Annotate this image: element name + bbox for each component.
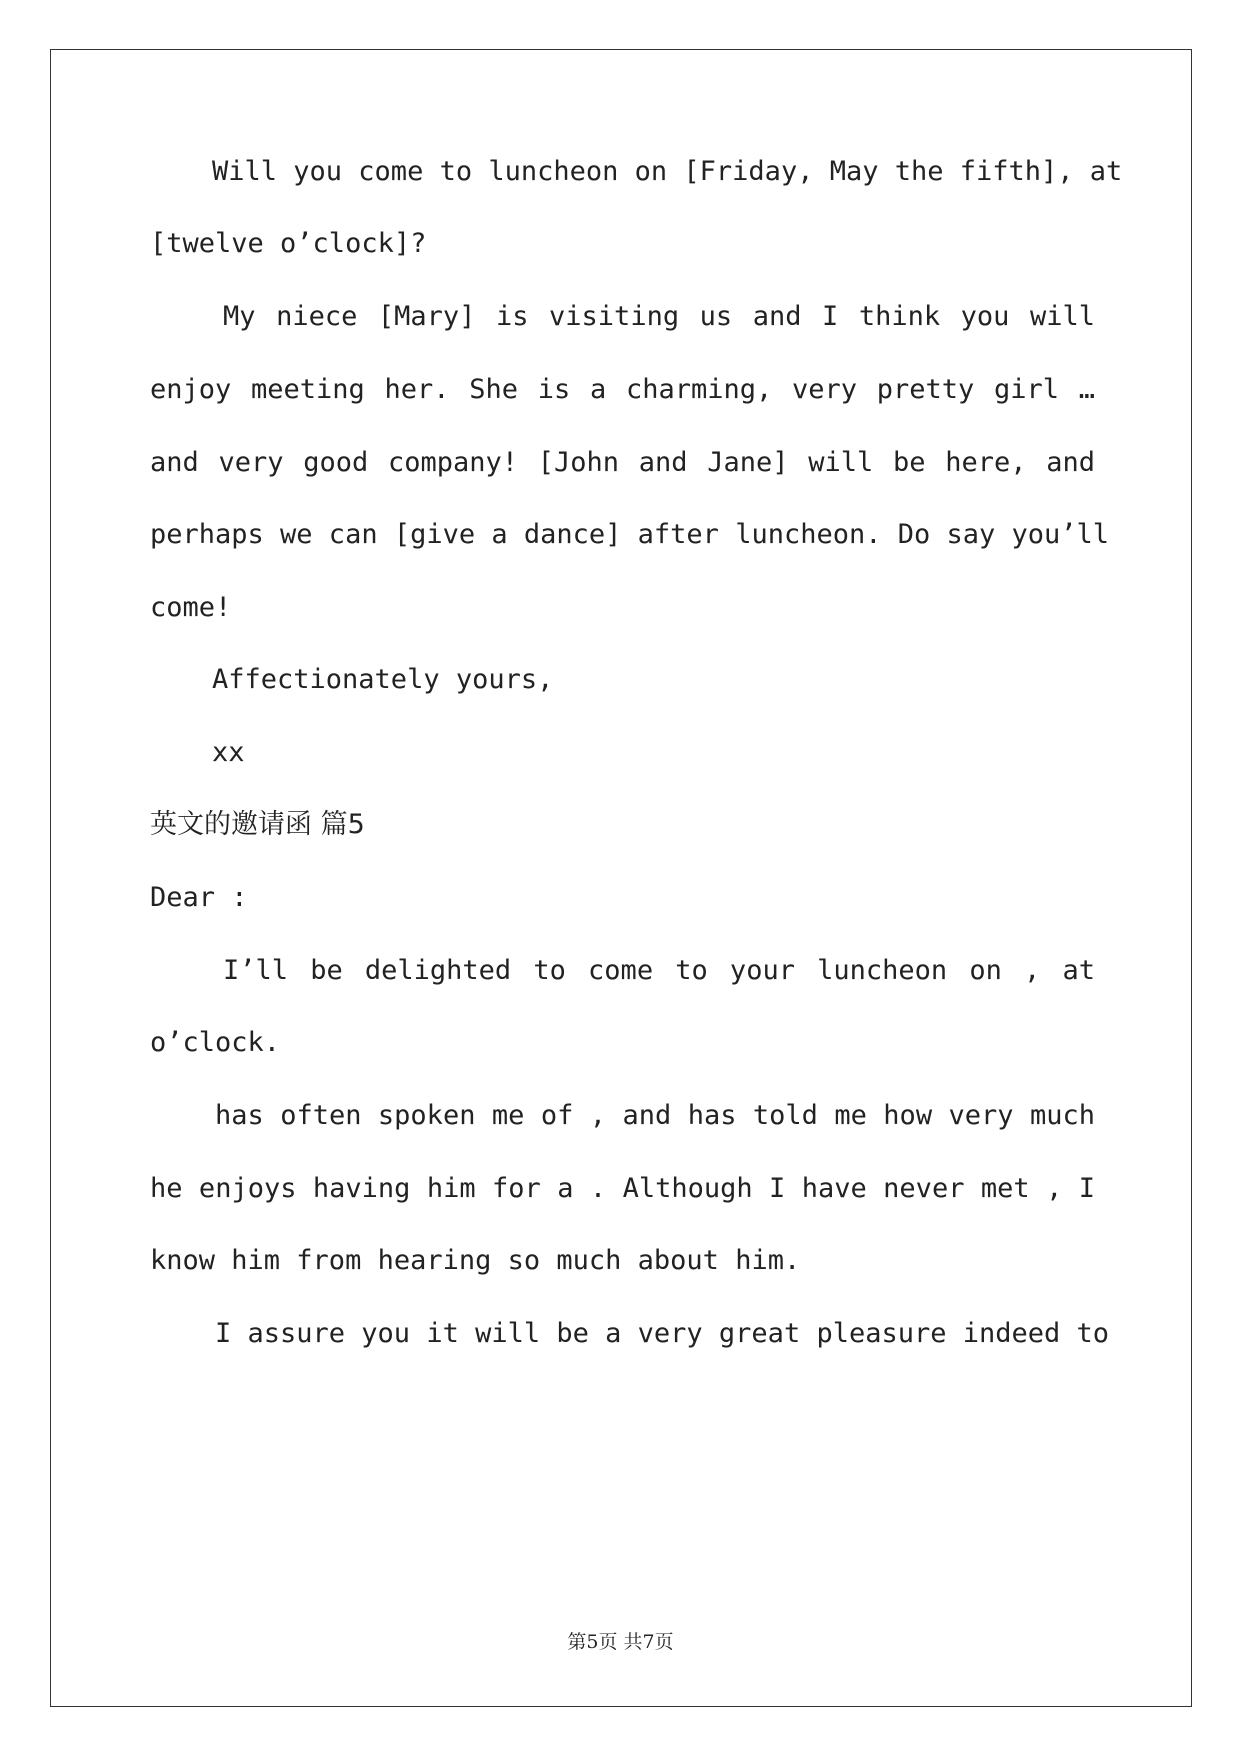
paragraph-line: come!: [150, 592, 232, 623]
paragraph-line: he enjoys having him for a . Although I have never met , I: [150, 1173, 1095, 1204]
paragraph-line: [twelve o’clock]?: [150, 228, 427, 259]
page-number-footer: 第5页 共7页: [567, 1631, 674, 1653]
paragraph-line: and very good company! [John and Jane] will be here, and: [150, 447, 1095, 478]
paragraph-line: o’clock.: [150, 1027, 281, 1058]
paragraph-line: I assure you it will be a very great pleasure indeed to: [215, 1318, 1110, 1349]
paragraph-line: My niece [Mary] is visiting us and I think you will: [223, 301, 1095, 332]
paragraph-line: has often spoken me of , and has told me how very much: [215, 1100, 1095, 1131]
paragraph-line: perhaps we can [give a dance] after luncheon. Do say you’ll: [150, 519, 1110, 550]
signature: xx: [212, 737, 245, 768]
paragraph-line: enjoy meeting her. She is a charming, very pretty girl …: [150, 374, 1095, 405]
paragraph-line: Will you come to luncheon on [Friday, May the fifth], at: [212, 156, 1123, 187]
closing-line: Affectionately yours,: [212, 664, 554, 695]
salutation: Dear :: [150, 882, 248, 913]
section-heading: 英文的邀请函 篇5: [150, 809, 365, 840]
paragraph-line: I’ll be delighted to come to your luncheon on , at: [223, 955, 1095, 986]
paragraph-line: know him from hearing so much about him.: [150, 1245, 801, 1276]
